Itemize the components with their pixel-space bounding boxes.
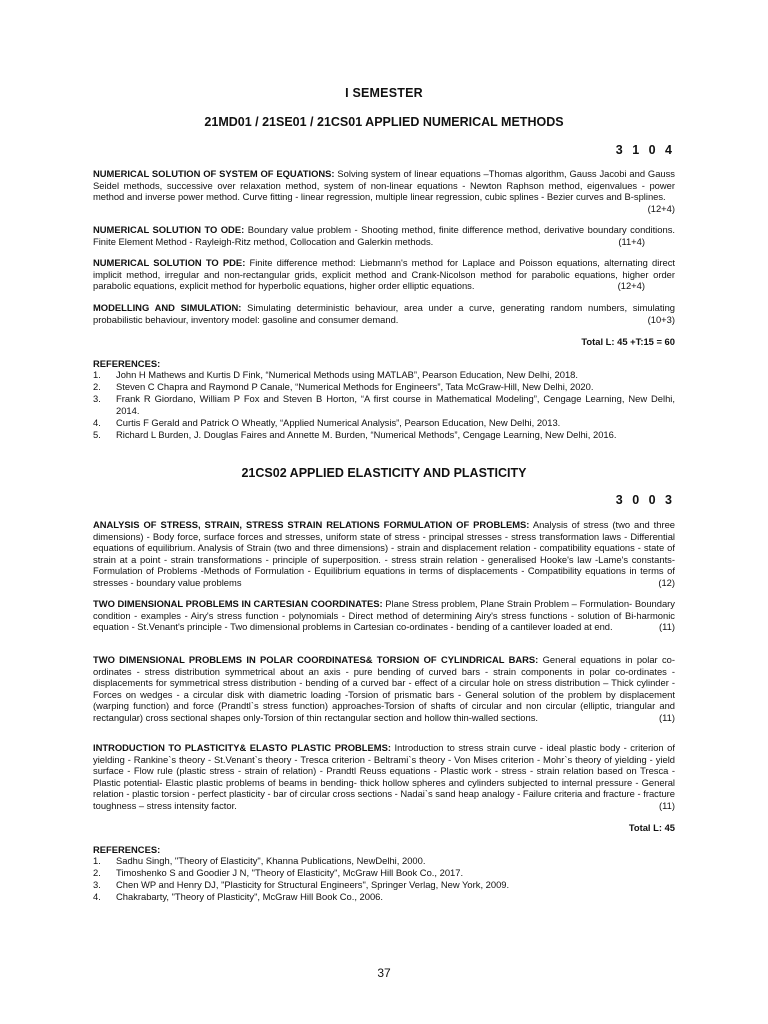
reference-item: 3. Chen WP and Henry DJ, "Plasticity for Structural Engineers", Springer Verlag, New York, 2009. (93, 879, 510, 890)
course2-credits: 3 0 0 3 (615, 493, 675, 507)
course1-total: Total L: 45 +T:15 = 60 (581, 336, 675, 347)
references-title: REFERENCES: (93, 844, 161, 855)
unit-body: General equations in polar co-ordinates - stress distribution symmetrical about an axis - pure bending of curved bars - strain components in polar co-ordinates - displacements for symmetrical stress distribution - bending of a curved bar - effect of a circular hole on stress distribution – Thick cylinder - Forces on wedges - a circular disk with diametric loading -Torsion of prismatic bars - General solution of the problem by displacement (warping function) and force (Prandtl`s stress function) approaches-Torsion of shafts of circular and non circular (elliptic, triangular and rectangular) cross sectional shapes only-Torsion of thin rectangular section and hollow thin-walled sections. (93, 654, 675, 723)
course2-unit-4 (93, 742, 675, 811)
course2-title: 21CS02 APPLIED ELASTICITY AND PLASTICITY (241, 466, 527, 480)
unit-body: Finite difference method: Liebmann's method for Laplace and Poisson equations, alternating direct implicit method, irregular and non-rectangular grids, explicit method and Crank-Nicolson method for parabolic equations, higher order parabolic equations, explicit method for hyperbolic equations, higher order elliptic equations. (93, 257, 675, 291)
course1-credits: 3 1 0 4 (615, 143, 675, 157)
unit-heading: NUMERICAL SOLUTION TO PDE: (93, 257, 246, 268)
reference-item: 4. Curtis F Gerald and Patrick O Wheatly, “Applied Numerical Analysis”, Pearson Education, New Delhi, 2013. (93, 417, 561, 428)
unit-heading: NUMERICAL SOLUTION TO ODE: (93, 224, 245, 235)
unit-hours: (11) (659, 621, 675, 632)
references-title: REFERENCES: (93, 358, 161, 369)
unit-heading: TWO DIMENSIONAL PROBLEMS IN CARTESIAN COORDINATES: (93, 598, 383, 609)
unit-body: Boundary value problem - Shooting method, finite difference method, derivative boundary conditions. Finite Element Method - Rayleigh-Ritz method, Collocation and Galerkin methods. (93, 224, 675, 247)
unit-heading: MODELLING AND SIMULATION: (93, 302, 242, 313)
semester-heading: I SEMESTER (345, 86, 423, 100)
reference-item: 1. Sadhu Singh, "Theory of Elasticity", Khanna Publications, NewDelhi, 2000. (93, 855, 426, 866)
course2-unit-3 (93, 654, 675, 723)
course2-references (93, 844, 675, 903)
course1-references (93, 358, 675, 441)
course1-unit-3 (93, 257, 675, 292)
reference-item: 4. Chakrabarty, "Theory of Plasticity", McGraw Hill Book Co., 2006. (93, 891, 383, 902)
unit-body: Solving system of linear equations –Thomas algorithm, Gauss Jacobi and Gauss Seidel methods, successive over relaxation method, system of non-linear equations - Newton Raphson method, eigenvalues - power method and inverse power method. Curve fitting - linear regression, multiple linear regression, cubic splines - Bezier curves and B-splines. (93, 168, 675, 202)
course1-unit-1 (93, 168, 675, 214)
unit-heading: NUMERICAL SOLUTION OF SYSTEM OF EQUATIONS: (93, 168, 335, 179)
reference-item: 2. Timoshenko S and Goodier J N, "Theory of Elasticity", McGraw Hill Book Co., 2017. (93, 867, 464, 878)
page-number: 37 (377, 966, 391, 980)
reference-item: 3. Frank R Giordano, William P Fox and Steven B Horton, “A first course in Mathematical Modeling”, Cengage Learning, New Delhi, 2014. (93, 393, 675, 416)
unit-hours: (11+4) (618, 235, 645, 247)
unit-hours: (12+4) (647, 202, 675, 214)
reference-item: 1. John H Mathews and Kurtis D Fink, “Numerical Methods using MATLAB”, Pearson Education, New Delhi, 2018. (93, 369, 579, 380)
unit-hours: (12) (658, 576, 675, 588)
course1-title: 21MD01 / 21SE01 / 21CS01 APPLIED NUMERICAL METHODS (204, 115, 564, 129)
course1-unit-2 (93, 224, 675, 247)
reference-item: 2. Steven C Chapra and Raymond P Canale, “Numerical Methods for Engineers”, Tata McGraw-Hill, New Delhi, 2020. (93, 381, 594, 392)
unit-hours: (10+3) (647, 313, 675, 325)
course2-unit-2 (93, 598, 675, 633)
unit-body: Simulating deterministic behaviour, area under a curve, generating random numbers, simulating probabilistic behaviour, inventory model: gasoline and consumer demand. (93, 302, 676, 325)
unit-hours: (12+4) (617, 280, 645, 291)
unit-body: Analysis of stress (two and three dimensions) - Body force, surface forces and stresses, uniform state of stress - principal stresses - stress transformation laws - Differential equations of equilibrium. Analysis of Strain (two and three dimensions) - strain and displacement relation - compatibility equations - state of strain at a point - strain transformations - principle of superposition. - stress strain relation - generalised Hooke's law -Lame's constants- Formulation of Problems -Methods of Formulation - Equilibrium equations in terms of displacements - Compatibility equations in terms of stresses - boundary value problems (93, 519, 675, 588)
unit-body: Plane Stress problem, Plane Strain Problem – Formulation- Boundary condition - examples - Airy's stress function - polynomials - Direct method of determining Airy's stress functions - solution of Bi-harmonic equation - St.Venant's principle - Two dimensional problems in Cartesian co-ordinates - bending of a cantilever loaded at end. (93, 598, 675, 632)
course2-total: Total L: 45 (628, 822, 675, 833)
reference-item: 5. Richard L Burden, J. Douglas Faires and Annette M. Burden, “Numerical Methods”, Cengage Learning, New Delhi, 2016. (93, 429, 617, 440)
unit-heading: TWO DIMENSIONAL PROBLEMS IN POLAR COORDINATES& TORSION OF CYLINDRICAL BARS: (93, 654, 539, 665)
unit-hours: (11) (659, 799, 675, 811)
unit-heading: INTRODUCTION TO PLASTICITY& ELASTO PLASTIC PROBLEMS: (93, 742, 391, 753)
course1-unit-4 (93, 302, 675, 325)
unit-body: Introduction to stress strain curve - ideal plastic body - criterion of yielding - Rankine`s theory - St.Venant`s theory - Tresca criterion - Beltrami`s theory - Von Mises criterion - Mohr`s theory of yielding - yield surface - Flow rule (plastic stress - strain of relation) - Prandtl Reuss equations - Plastic work - stress - strain relation based on Tresca - Plastic potential- Elastic plastic problems of beams in bending- thick hollow spheres and cylinders subjected to internal pressure - General relation - plastic torsion - perfect plasticity - bar of circular cross sections - Nadai`s sand heap analogy - Failure criteria and fracture - fracture toughness – stress intensity factor. (93, 742, 676, 811)
course2-unit-1 (93, 519, 675, 588)
unit-heading: ANALYSIS OF STRESS, STRAIN, STRESS STRAIN RELATIONS FORMULATION OF PROBLEMS: (93, 519, 530, 530)
unit-hours: (11) (659, 711, 675, 723)
